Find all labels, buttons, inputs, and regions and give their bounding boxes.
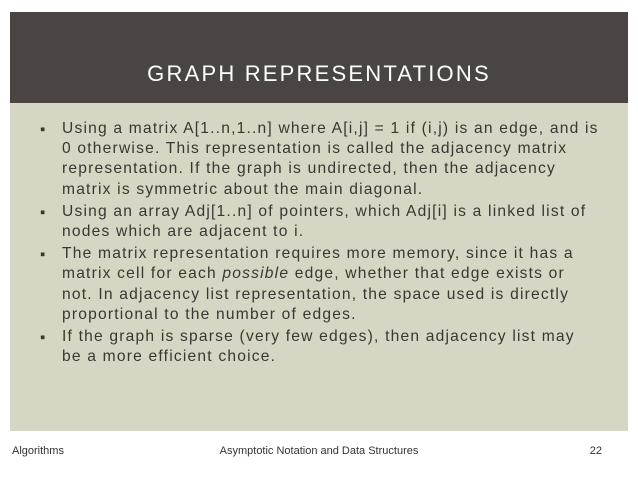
bullet-marker-icon: ▪ [40, 329, 47, 347]
bullet-marker-icon: ▪ [40, 246, 47, 264]
slide-title: GRAPH REPRESENTATIONS [147, 61, 491, 86]
bullet-text-continued: edge, whether that edge exists or not. In adjacency list representation, the space used is directly proportional to the number of edges. [62, 265, 570, 323]
bullet-marker-icon: ▪ [40, 121, 47, 138]
bullet-text: The matrix representation requires more memory, since it has a matrix cell for each [62, 245, 574, 283]
bullet-item [40, 327, 600, 367]
bullet-item [40, 119, 600, 200]
bullet-text: If the graph is sparse (very few edges), then adjacency list may be a more efficient choice. [62, 328, 575, 366]
bullet-text: Using an array Adj[1..n] of pointers, which Adj[i] is a linked list of nodes which are adjacent to i. [62, 202, 587, 241]
footer-course-name: Algorithms [12, 445, 64, 457]
bullet-marker-icon: ▪ [40, 203, 47, 221]
bullet-emphasis: possible [222, 265, 290, 283]
footer [10, 445, 628, 461]
footer-lecture-title: Asymptotic Notation and Data Structures [219, 445, 419, 457]
bullet-list [40, 119, 600, 369]
page-number: 22 [589, 445, 602, 457]
bullet-text: Using a matrix A[1..n,1..n] where A[i,j] = 1 if (i,j) is an edge, and is 0 otherwise. This representation is called the adjacency matrix representation. If the graph is undirected, then the adjacency matrix is symmetric about the main diagonal. [62, 120, 599, 198]
bullet-item [40, 202, 600, 242]
content-area [10, 103, 628, 431]
bullet-item [40, 244, 600, 325]
title-bar [10, 12, 628, 103]
